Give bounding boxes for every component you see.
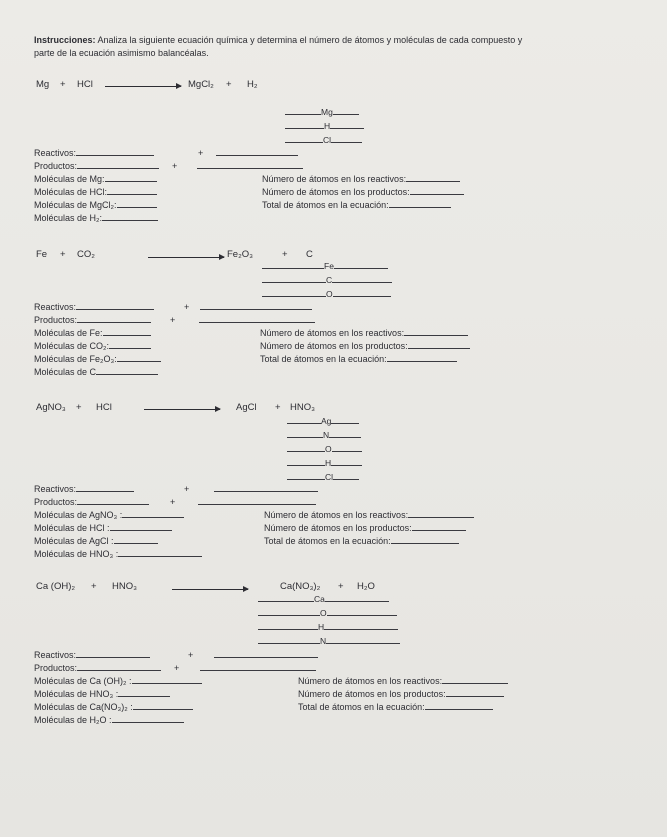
total-label: Total de átomos en la ecuación: bbox=[298, 702, 425, 712]
eq1-reactivos-plus: + bbox=[198, 148, 204, 158]
eq2-reactant-2: CO₂ bbox=[77, 249, 95, 260]
eq1-total bbox=[262, 200, 451, 210]
instructions-text: Analiza la siguiente ecuación química y determina el número de átomos y moléculas de cada compuesto y bbox=[95, 35, 523, 45]
eq2-element: Fe bbox=[324, 261, 334, 271]
eq4-productos-blank bbox=[200, 663, 316, 673]
eq4-productos-row bbox=[34, 663, 161, 673]
eq4-reactivos-plus: + bbox=[188, 650, 194, 660]
eq4-reactant-2: HNO₃ bbox=[112, 581, 137, 592]
molecule-label: Moléculas de Mg: bbox=[34, 174, 105, 184]
eq2-element: O bbox=[326, 289, 333, 299]
eq4-plus-left: + bbox=[91, 581, 97, 592]
total-label: Total de átomos en la ecuación: bbox=[260, 354, 387, 364]
reactivos-label: Reactivos: bbox=[34, 148, 77, 158]
eq4-element: Ca bbox=[314, 594, 325, 604]
molecule-label: Moléculas de AgCl : bbox=[34, 536, 114, 546]
eq4-arrow bbox=[172, 589, 248, 590]
num-productos-label: Número de átomos en los productos: bbox=[262, 187, 410, 197]
productos-label: Productos: bbox=[34, 497, 78, 507]
eq3-productos-blank bbox=[198, 497, 316, 507]
eq3-element: Ag bbox=[321, 416, 332, 426]
eq4-element: H bbox=[318, 622, 325, 632]
eq1-product-2: H₂ bbox=[247, 79, 258, 90]
molecule-label: Moléculas de Fe₂O₃: bbox=[34, 354, 117, 364]
eq4-element-row bbox=[258, 622, 398, 632]
eq3-element: H bbox=[325, 458, 332, 468]
num-reactivos-label: Número de átomos en los reactivos: bbox=[260, 328, 405, 338]
productos-label: Productos: bbox=[34, 315, 78, 325]
eq3-element-row bbox=[287, 416, 359, 426]
num-productos-label: Número de átomos en los productos: bbox=[264, 523, 412, 533]
eq2-molecule-row bbox=[34, 341, 151, 351]
eq2-plus-right: + bbox=[282, 249, 288, 260]
num-reactivos-label: Número de átomos en los reactivos: bbox=[298, 676, 443, 686]
productos-label: Productos: bbox=[34, 663, 78, 673]
eq2-element: C bbox=[326, 275, 333, 285]
num-productos-label: Número de átomos en los productos: bbox=[298, 689, 446, 699]
instructions-line-1 bbox=[34, 35, 522, 45]
eq3-num-productos bbox=[264, 523, 466, 533]
eq3-element: N bbox=[323, 430, 330, 440]
eq2-num-reactivos bbox=[260, 328, 468, 338]
eq3-arrow bbox=[144, 409, 220, 410]
eq3-productos-plus: + bbox=[170, 497, 176, 507]
eq3-element-row bbox=[287, 472, 359, 482]
eq2-plus-left: + bbox=[60, 249, 66, 260]
eq1-reactant-2: HCl bbox=[77, 79, 93, 90]
eq3-plus-right: + bbox=[275, 402, 281, 413]
eq4-element: O bbox=[320, 608, 327, 618]
eq1-molecule-row bbox=[34, 200, 157, 210]
eq3-plus-left: + bbox=[76, 402, 82, 413]
eq3-molecule-row bbox=[34, 510, 184, 520]
eq4-plus-right: + bbox=[338, 581, 344, 592]
eq3-element: O bbox=[325, 444, 332, 454]
eq2-productos-plus: + bbox=[170, 315, 176, 325]
eq1-molecule-row bbox=[34, 213, 158, 223]
total-label: Total de átomos en la ecuación: bbox=[264, 536, 391, 546]
eq1-plus-left: + bbox=[60, 79, 66, 90]
eq2-reactivos-blank bbox=[200, 302, 312, 312]
eq4-element-row bbox=[258, 608, 397, 618]
instructions-label: Instrucciones: bbox=[34, 35, 96, 45]
eq1-element-row bbox=[285, 121, 364, 131]
molecule-label: Moléculas de HCl: bbox=[34, 187, 108, 197]
eq4-reactant-1: Ca (OH)₂ bbox=[36, 581, 76, 592]
reactivos-label: Reactivos: bbox=[34, 302, 77, 312]
eq2-productos-row bbox=[34, 315, 151, 325]
eq4-molecule-row bbox=[34, 689, 170, 699]
eq3-productos-row bbox=[34, 497, 149, 507]
eq4-element-row bbox=[258, 636, 400, 646]
eq4-molecule-row bbox=[34, 715, 184, 725]
eq2-total bbox=[260, 354, 457, 364]
eq1-element: Mg bbox=[321, 107, 333, 117]
eq4-total bbox=[298, 702, 493, 712]
eq2-element-row bbox=[262, 275, 392, 285]
molecule-label: Moléculas de HNO₃ : bbox=[34, 549, 119, 559]
num-reactivos-label: Número de átomos en los reactivos: bbox=[264, 510, 409, 520]
num-productos-label: Número de átomos en los productos: bbox=[260, 341, 408, 351]
eq1-productos-plus: + bbox=[172, 161, 178, 171]
eq3-molecule-row bbox=[34, 523, 172, 533]
molecule-label: Moléculas de MgCl₂: bbox=[34, 200, 117, 210]
eq4-num-reactivos bbox=[298, 676, 508, 686]
eq2-molecule-row bbox=[34, 367, 158, 377]
eq4-num-productos bbox=[298, 689, 504, 699]
eq4-element-row bbox=[258, 594, 389, 604]
eq3-num-reactivos bbox=[264, 510, 474, 520]
eq4-product-1: Ca(NO₃)₂ bbox=[280, 581, 321, 592]
eq2-productos-blank bbox=[199, 315, 315, 325]
eq1-element: Cl bbox=[323, 135, 332, 145]
eq3-product-1: AgCl bbox=[236, 402, 257, 413]
productos-label: Productos: bbox=[34, 161, 78, 171]
eq2-element-row bbox=[262, 289, 391, 299]
molecule-label: Moléculas de Ca (OH)₂ : bbox=[34, 676, 132, 686]
eq3-reactivos-plus: + bbox=[184, 484, 190, 494]
eq4-molecule-row bbox=[34, 702, 193, 712]
eq4-element: N bbox=[320, 636, 327, 646]
eq3-reactant-1: AgNO₃ bbox=[36, 402, 66, 413]
eq3-molecule-row bbox=[34, 536, 158, 546]
eq1-productos-row bbox=[34, 161, 159, 171]
molecule-label: Moléculas de C bbox=[34, 367, 97, 377]
molecule-label: Moléculas de Ca(NO₃)₂ : bbox=[34, 702, 133, 712]
eq3-molecule-row bbox=[34, 549, 202, 559]
reactivos-label: Reactivos: bbox=[34, 484, 77, 494]
eq1-num-productos bbox=[262, 187, 464, 197]
eq3-total bbox=[264, 536, 459, 546]
eq2-product-1: Fe₂O₃ bbox=[227, 249, 254, 260]
eq2-num-productos bbox=[260, 341, 470, 351]
eq2-product-2: C bbox=[306, 249, 313, 260]
eq1-plus-right: + bbox=[226, 79, 232, 90]
eq1-element-row bbox=[285, 107, 359, 117]
molecule-label: Moléculas de Fe: bbox=[34, 328, 103, 338]
eq3-product-2: HNO₃ bbox=[290, 402, 315, 413]
eq2-arrow bbox=[148, 257, 224, 258]
eq3-reactivos-row bbox=[34, 484, 134, 494]
eq1-productos-blank bbox=[197, 161, 303, 171]
eq4-productos-plus: + bbox=[174, 663, 180, 673]
eq2-molecule-row bbox=[34, 354, 161, 364]
molecule-label: Moléculas de HNO₃ : bbox=[34, 689, 119, 699]
eq4-reactivos-blank bbox=[214, 650, 318, 660]
eq2-molecule-row bbox=[34, 328, 151, 338]
eq1-product-1: MgCl₂ bbox=[188, 79, 214, 90]
eq1-reactant-1: Mg bbox=[36, 79, 50, 90]
eq1-arrow bbox=[105, 86, 181, 87]
molecule-label: Moléculas de H₂O : bbox=[34, 715, 112, 725]
eq1-element: H bbox=[324, 121, 331, 131]
instructions-line-2: parte de la ecuación asimismo balancéalas. bbox=[34, 48, 209, 58]
total-label: Total de átomos en la ecuación: bbox=[262, 200, 389, 210]
num-reactivos-label: Número de átomos en los reactivos: bbox=[262, 174, 407, 184]
eq4-product-2: H₂O bbox=[357, 581, 375, 592]
eq3-element-row bbox=[287, 458, 362, 468]
reactivos-label: Reactivos: bbox=[34, 650, 77, 660]
eq2-reactivos-row bbox=[34, 302, 154, 312]
eq1-reactivos-blank bbox=[216, 148, 298, 158]
molecule-label: Moléculas de HCl : bbox=[34, 523, 110, 533]
eq2-element-row bbox=[262, 261, 388, 271]
molecule-label: Moléculas de H₂: bbox=[34, 213, 103, 223]
eq2-reactivos-plus: + bbox=[184, 302, 190, 312]
eq3-element-row bbox=[287, 444, 362, 454]
molecule-label: Moléculas de CO₂: bbox=[34, 341, 110, 351]
eq3-element-row bbox=[287, 430, 361, 440]
eq3-element: Cl bbox=[325, 472, 334, 482]
eq1-molecule-row bbox=[34, 174, 157, 184]
eq1-element-row bbox=[285, 135, 362, 145]
eq3-reactivos-blank bbox=[214, 484, 318, 494]
eq3-reactant-2: HCl bbox=[96, 402, 112, 413]
eq4-molecule-row bbox=[34, 676, 202, 686]
eq2-reactant-1: Fe bbox=[36, 249, 48, 260]
eq4-reactivos-row bbox=[34, 650, 150, 660]
eq1-reactivos-row bbox=[34, 148, 154, 158]
eq1-num-reactivos bbox=[262, 174, 460, 184]
eq1-molecule-row bbox=[34, 187, 157, 197]
molecule-label: Moléculas de AgNO₃ : bbox=[34, 510, 123, 520]
